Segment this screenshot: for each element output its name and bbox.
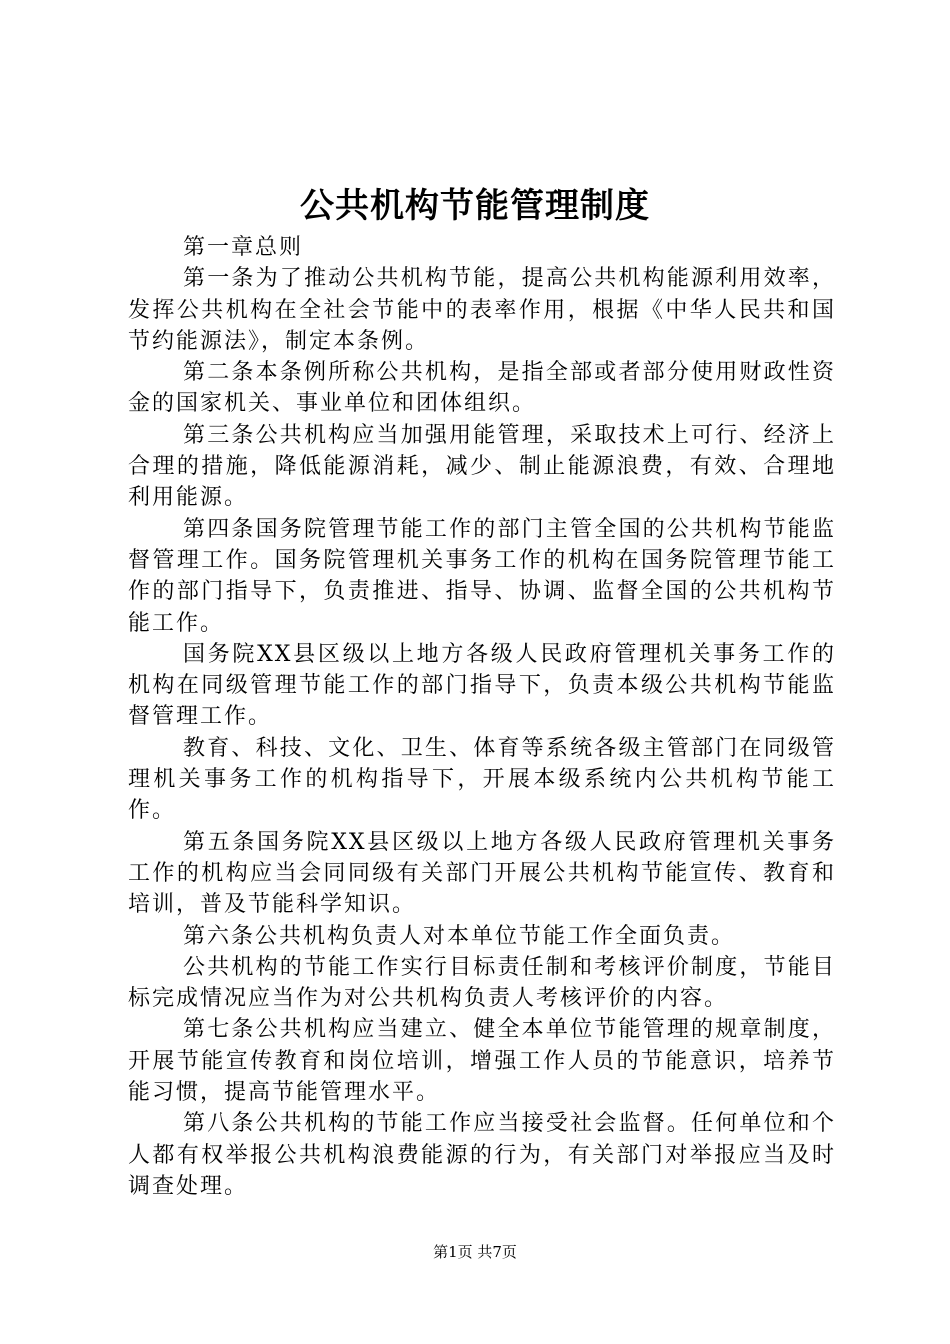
article-4-paragraph: 第四条国务院管理节能工作的部门主管全国的公共机构节能监督管理工作。国务院管理机关事务工作的机构在国务院管理节能工作的部门指导下，负责推进、指导、协调、监督全国的公共机构节能工作。 [128,516,836,636]
article-8-paragraph: 第八条公共机构的节能工作应当接受社会监督。任何单位和个人都有权举报公共机构浪费能源的行为，有关部门对举报应当及时调查处理。 [128,1111,836,1199]
chapter-heading: 第一章总则 [183,235,304,260]
article-1-paragraph: 第一条为了推动公共机构节能，提高公共机构能源利用效率，发挥公共机构在全社会节能中的表率作用，根据《中华人民共和国节约能源法》，制定本条例。 [128,266,836,354]
document-title: 公共机构节能管理制度 [300,186,650,226]
article-6-paragraph: 第六条公共机构负责人对本单位节能工作全面负责。 [183,923,736,949]
article-4-systems-paragraph: 教育、科技、文化、卫生、体育等系统各级主管部门在同级管理机关事务工作的机构指导下，开展本级系统内公共机构节能工作。 [128,735,836,824]
article-5-paragraph: 第五条国务院XX县区级以上地方各级人民政府管理机关事务工作的机构应当会同同级有关部门开展公共机构节能宣传、教育和培训，普及节能科学知识。 [128,829,836,918]
article-6-evaluation-paragraph: 公共机构的节能工作实行目标责任制和考核评价制度，节能目标完成情况应当作为对公共机构负责人考核评价的内容。 [128,954,836,1012]
article-4-local-paragraph: 国务院XX县区级以上地方各级人民政府管理机关事务工作的机构在同级管理节能工作的部门指导下，负责本级公共机构节能监督管理工作。 [128,641,836,730]
document-body [128,232,836,1202]
page-footer: 第1页 共7页 [433,1243,517,1261]
article-2-paragraph: 第二条本条例所称公共机构，是指全部或者部分使用财政性资金的国家机关、事业单位和团体组织。 [128,360,836,417]
article-7-paragraph: 第七条公共机构应当建立、健全本单位节能管理的规章制度，开展节能宣传教育和岗位培训，增强工作人员的节能意识，培养节能习惯，提高节能管理水平。 [128,1017,836,1106]
article-3-paragraph: 第三条公共机构应当加强用能管理，采取技术上可行、经济上合理的措施，降低能源消耗，减少、制止能源浪费，有效、合理地利用能源。 [128,422,836,511]
